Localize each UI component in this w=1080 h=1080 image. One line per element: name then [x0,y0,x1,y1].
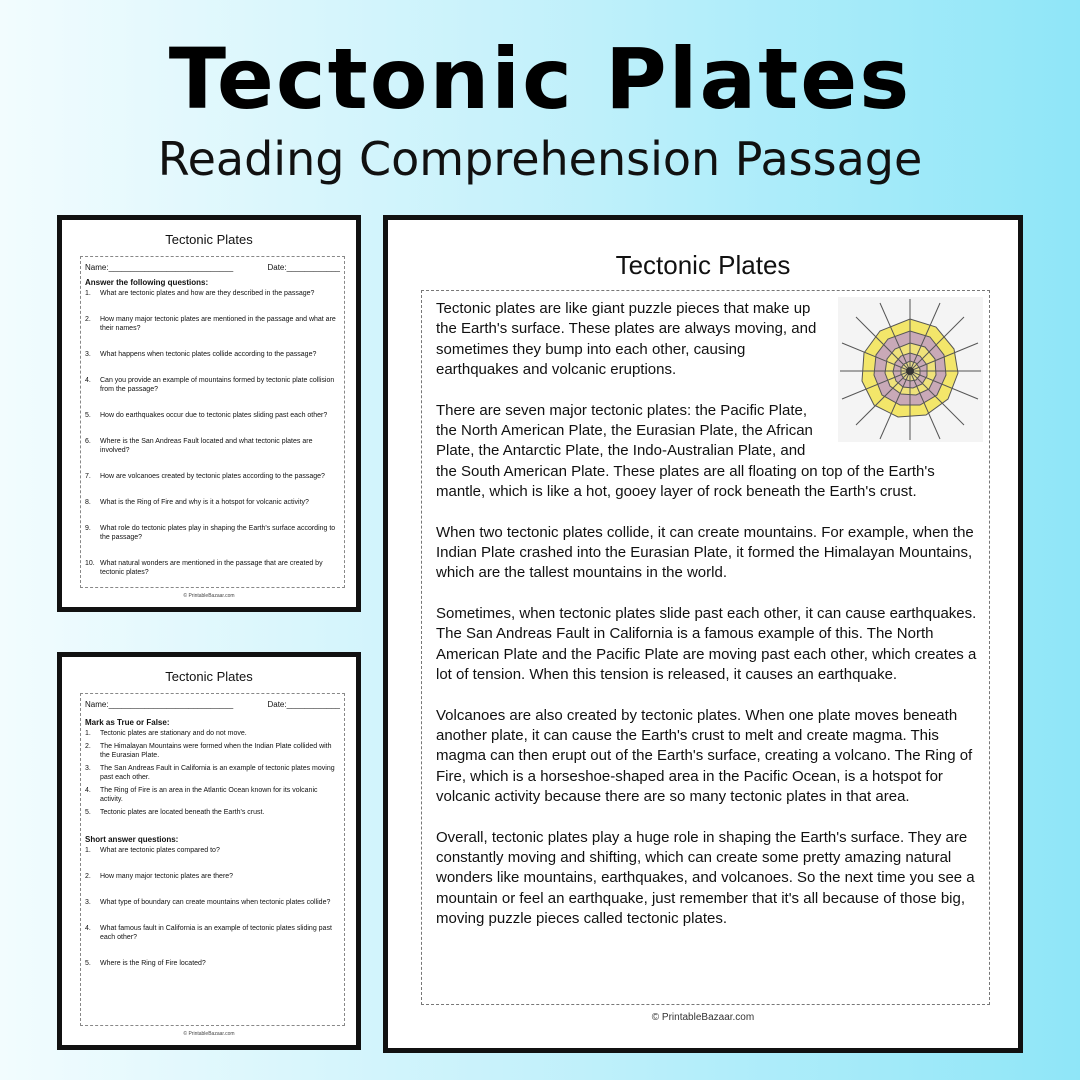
question-item [81,559,344,577]
question-item-text: How do earthquakes occur due to tectonic plates sliding past each other? [100,412,328,419]
tf-item [81,786,344,804]
question-item [81,524,344,542]
short-answer-item-number: 4. [85,925,91,932]
true-false-worksheet [57,652,361,1050]
tectonic-web-illustration [838,297,983,442]
question-item-text: What natural wonders are mentioned in the passage that are created by tectonic plates? [100,560,323,576]
question-item [81,376,344,394]
short-answer-item [81,898,344,907]
short-answer-item [81,959,344,968]
question-item-number: 10. [85,560,95,567]
passage-paragraph: Sometimes, when tectonic plates slide past each other, it can cause earthquakes. The San Andreas Fault in California is a famous example of this. The North American Plate and the Pacific Plate are moving past each other, which creates a lot of tension. When this tension is released, it causes an earthquake. [436,604,977,684]
question-item-text: How many major tectonic plates are mentioned in the passage and what are their names? [100,316,336,332]
tf-item-number: 5. [85,809,91,816]
question-item-number: 2. [85,316,91,323]
short-answer-item-text: Where is the Ring of Fire located? [100,960,206,967]
question-item [81,498,344,507]
worksheet-body [80,693,345,1026]
question-item [81,472,344,481]
tf-item-number: 3. [85,765,91,772]
passage-page [383,215,1023,1053]
question-item-text: How are volcanoes created by tectonic plates according to the passage? [100,473,325,480]
tf-item-text: Tectonic plates are located beneath the Earth's crust. [100,809,265,816]
tf-item-text: Tectonic plates are stationary and do not move. [100,730,247,737]
questions-worksheet [57,215,361,612]
question-item [81,437,344,455]
short-answer-item-number: 3. [85,899,91,906]
worksheet-title: Tectonic Plates [165,232,253,247]
short-answer-item-text: What type of boundary can create mountains when tectonic plates collide? [100,899,331,906]
tf-item-text: The Himalayan Mountains were formed when the Indian Plate collided with the Eurasian Plate. [100,743,332,759]
tf-item [81,742,344,760]
question-item-number: 9. [85,525,91,532]
passage-paragraph: When two tectonic plates collide, it can create mountains. For example, when the Indian Plate crashed into the Eurasian Plate, it formed the Himalayan Mountains, which are the tallest mountains in the world. [436,523,974,582]
tf-item-number: 4. [85,787,91,794]
worksheet-footer: © PrintableBazaar.com [183,593,235,599]
tf-item-text: The San Andreas Fault in California is an example of tectonic plates moving past each other. [100,765,335,781]
question-item-text: Can you provide an example of mountains formed by tectonic plate collision from the passage? [100,377,335,393]
passage-body [421,290,990,1005]
question-item-number: 4. [85,377,91,384]
short-answer-item-number: 2. [85,873,91,880]
name-date-row [81,694,344,709]
passage-paragraph: Tectonic plates are like giant puzzle pieces that make up the Earth's surface. These plates are always moving, and sometimes they bump into each other, causing earthquakes and volcanic eruptions. [436,300,817,379]
short-answer-item [81,846,344,855]
question-item-text: What are tectonic plates and how are they described in the passage? [100,290,315,297]
tf-item [81,808,344,817]
tf-heading: Mark as True or False: [85,718,170,727]
question-item [81,411,344,420]
question-item [81,350,344,359]
worksheet-body [80,256,345,588]
passage-paragraph: There are seven major tectonic plates: the Pacific Plate, the North American Plate, the Eurasian Plate, the African Plate, the Antarctic Plate, the Indo-Australian Plate, and the South American Plate. These plates are all floating on top of the Earth's mantle, which is like a hot, gooey layer of rock beneath the Earth's crust. [436,401,935,501]
passage-paragraph: Overall, tectonic plates play a huge role in shaping the Earth's surface. They are constantly moving and shifting, which can create some pretty amazing natural wonders like mountains, earthquakes, and volcanoes. So the next time you see a mountain or feel an earthquake, just remember that it's all because of those big, moving puzzle pieces called tectonic plates. [436,828,975,928]
short-answer-item-text: How many major tectonic plates are there? [100,873,234,880]
name-field[interactable]: Name:____________________________ [85,700,234,709]
question-item-number: 6. [85,438,91,445]
question-item-number: 8. [85,499,91,506]
hero-title: Tectonic Plates [168,30,912,128]
question-item-text: What is the Ring of Fire and why is it a hotspot for volcanic activity? [100,499,309,506]
name-date-row [81,257,344,272]
short-answer-item-text: What are tectonic plates compared to? [100,847,220,854]
short-answer-heading: Short answer questions: [85,835,179,844]
worksheet-title: Tectonic Plates [165,669,253,684]
tf-item-number: 1. [85,730,91,737]
question-item-number: 1. [85,290,91,297]
passage-footer: © PrintableBazaar.com [651,1012,755,1023]
date-field[interactable]: Date:____________ [267,700,340,709]
short-answer-item-number: 1. [85,847,91,854]
tf-item [81,729,344,738]
instruction: Answer the following questions: [85,278,209,287]
short-answer-item [81,924,344,942]
passage-paragraph: Volcanoes are also created by tectonic plates. When one plate moves beneath another plate, it can cause the Earth's crust to melt and create magma. This magma can then erupt out of the Earth's surface, creating a volcano. The Ring of Fire, which is a horseshoe-shaped area in the Pacific Ocean, is a hotspot for volcanic activity because there are so many tectonic plates in that area. [436,706,973,806]
question-item-text: What happens when tectonic plates collide according to the passage? [100,351,317,358]
question-item [81,315,344,333]
worksheet-footer: © PrintableBazaar.com [183,1031,235,1037]
short-answer-item-text: What famous fault in California is an example of tectonic plates sliding past each other? [100,925,332,941]
short-answer-item-number: 5. [85,960,91,967]
date-field[interactable]: Date:____________ [267,263,340,272]
tf-item-number: 2. [85,743,91,750]
name-field[interactable]: Name:____________________________ [85,263,234,272]
passage-title: Tectonic Plates [615,250,791,280]
tf-item-text: The Ring of Fire is an area in the Atlantic Ocean known for its volcanic activity. [100,787,318,803]
question-item-text: What role do tectonic plates play in shaping the Earth's surface according to the passage? [100,525,336,541]
question-item-number: 3. [85,351,91,358]
hero-subtitle: Reading Comprehension Passage [157,132,923,186]
question-item-number: 7. [85,473,91,480]
tf-item [81,764,344,782]
question-item-text: Where is the San Andreas Fault located and what tectonic plates are involved? [100,438,313,454]
question-item-number: 5. [85,412,91,419]
question-item [81,289,344,298]
short-answer-item [81,872,344,881]
